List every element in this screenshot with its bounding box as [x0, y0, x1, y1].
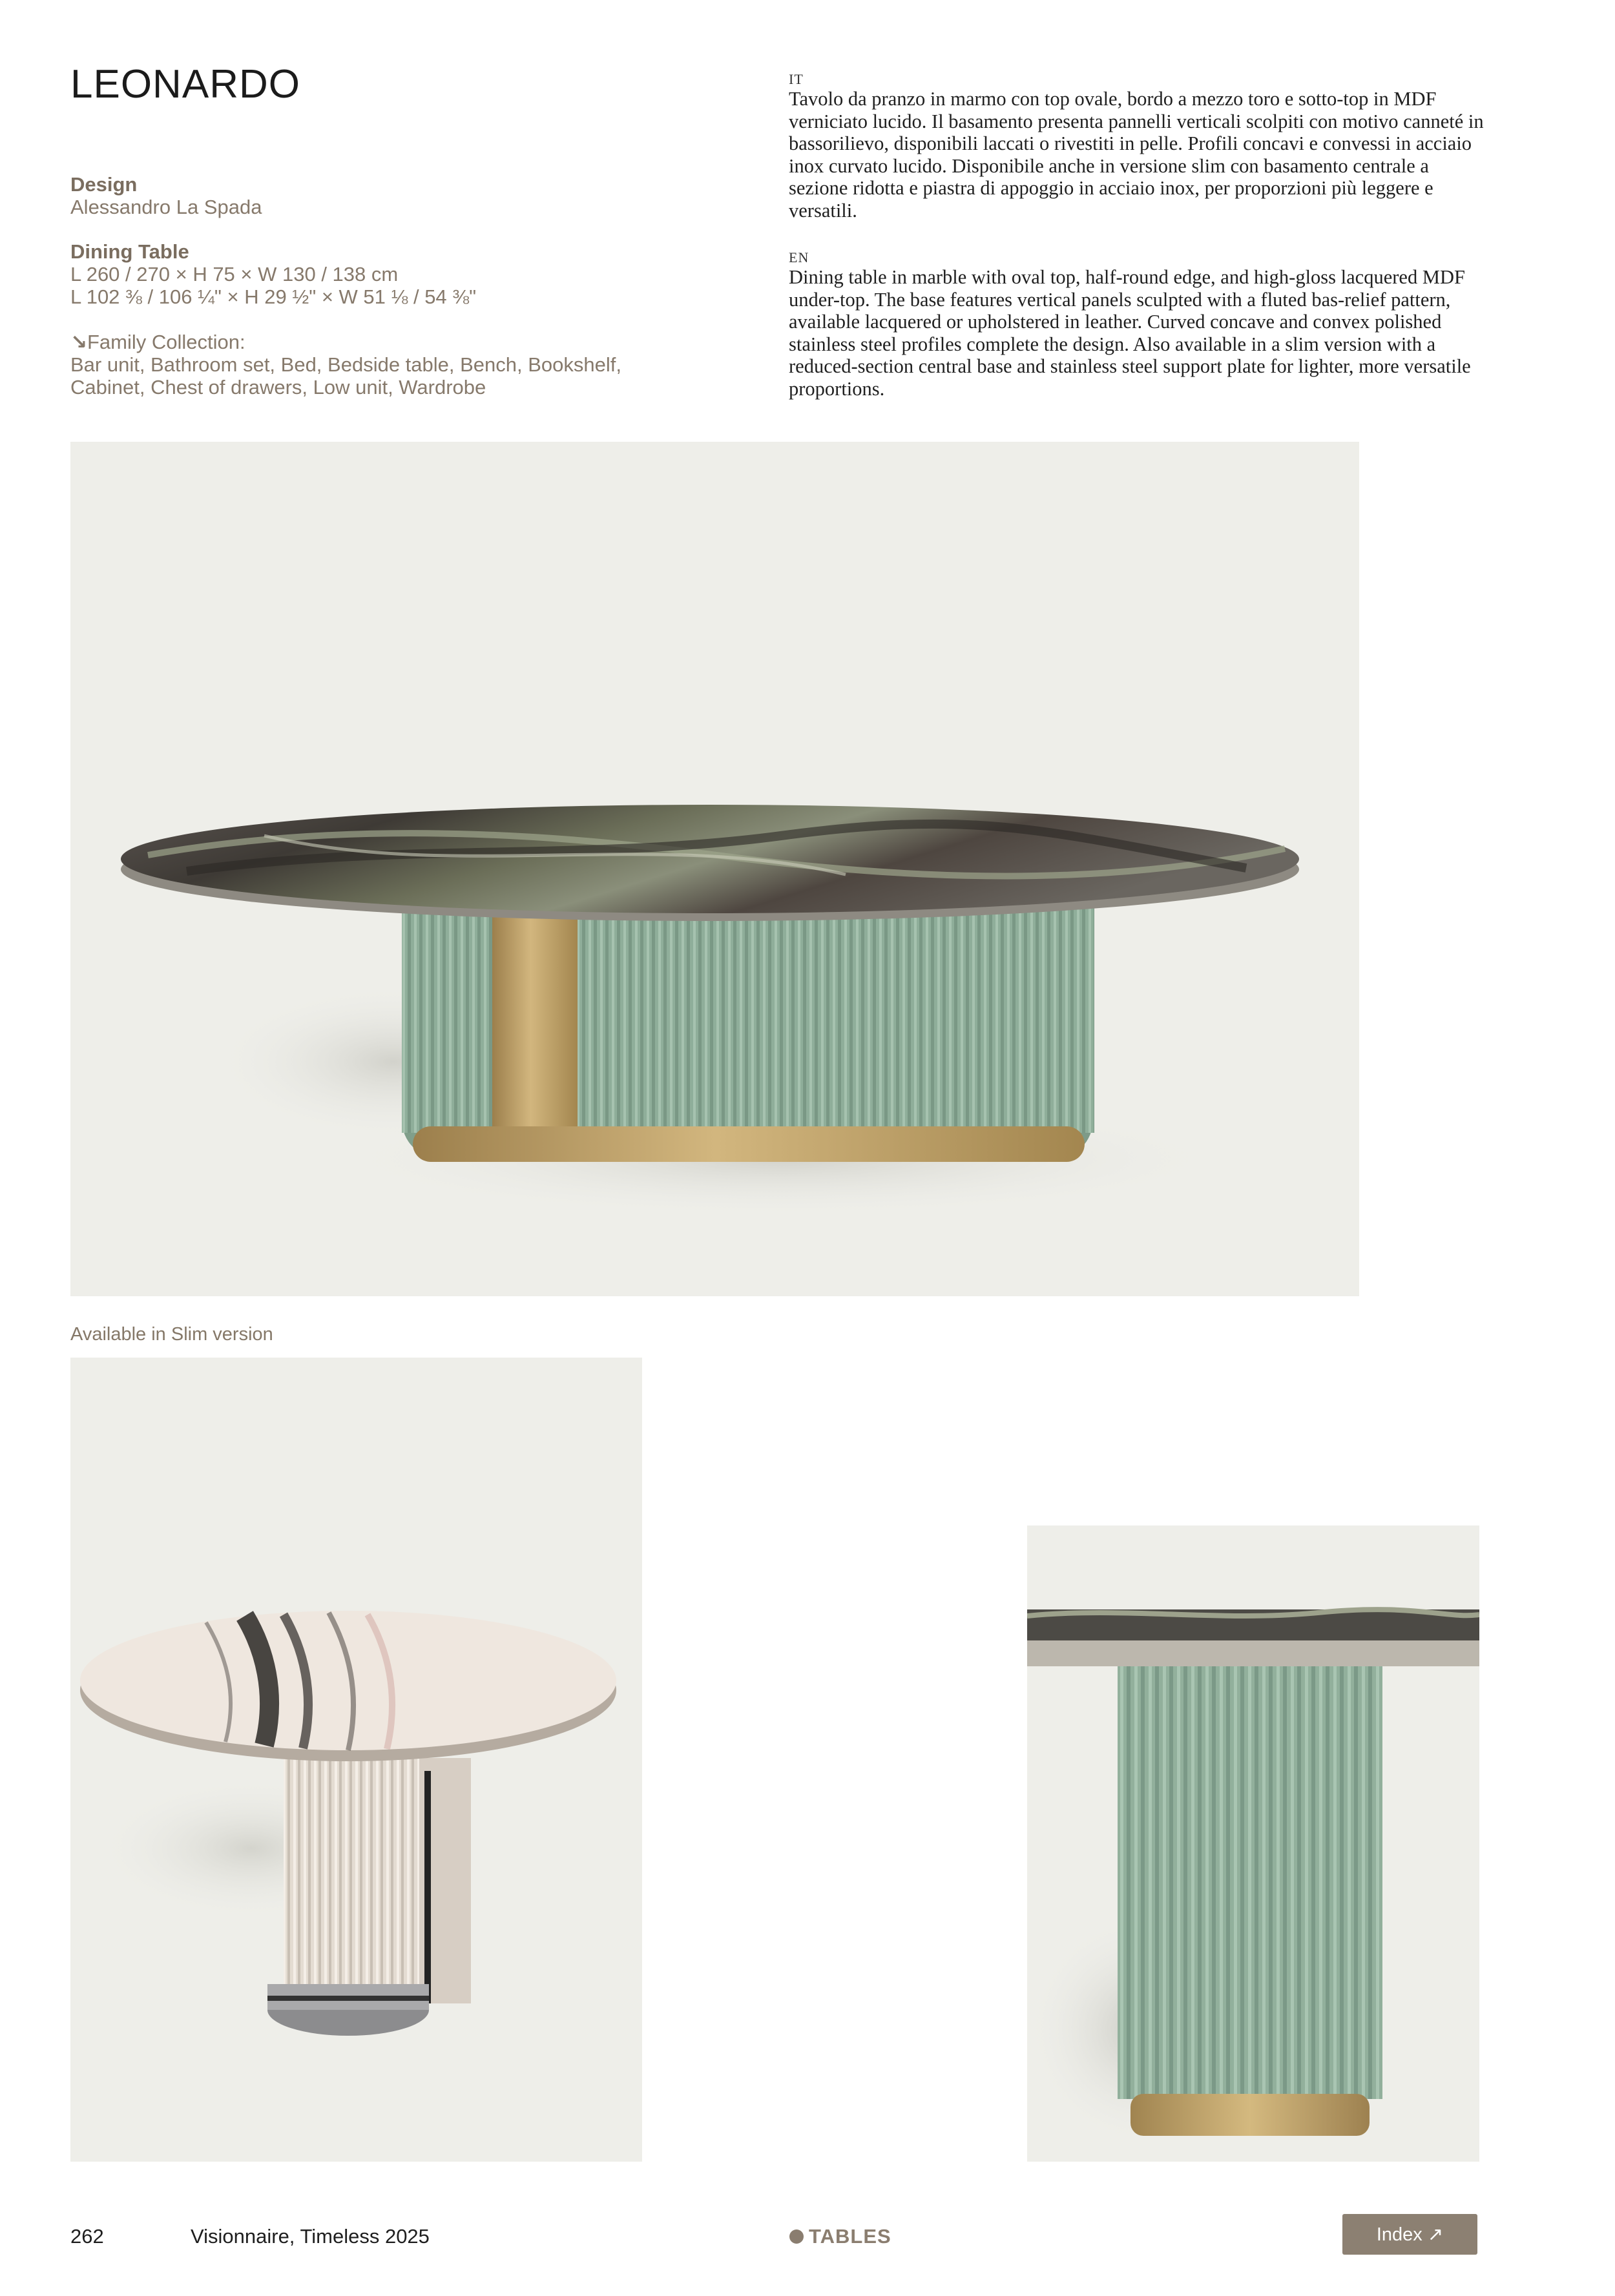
- round-slim-table-photo-icon: [70, 1358, 642, 2162]
- family-collection-items-1[interactable]: Bar unit, Bathroom set, Bed, Bedside table, Bench, Bookshelf,: [70, 353, 621, 376]
- publication-title: Visionnaire, Timeless 2025: [191, 2225, 430, 2248]
- dimensions-in: L 102 ⅜ / 106 ¼" × H 29 ½" × W 51 ⅛ / 54 ⅜": [70, 285, 477, 308]
- product-title: LEONARDO: [70, 62, 300, 107]
- dimensions-block: [70, 240, 716, 308]
- oval-dining-table-photo-icon: [70, 442, 1359, 1296]
- english-description: Dining table in marble with oval top, half-round edge, and high-gloss lacquered MDF under-top. The base features vertical panels sculpted with a fluted bas-relief pattern, available lacquered or upholstered in leather. Curved concave and convex polished stainless steel profiles complete the design. Also available in a slim version with a reduced-section central base and stainless steel support plate for lighter, more versatile proportions.: [789, 266, 1471, 400]
- english-label: EN: [789, 249, 809, 265]
- slim-table-photo: [70, 1358, 642, 2162]
- designer-name: Alessandro La Spada: [70, 196, 262, 218]
- family-collection-items-2[interactable]: Cabinet, Chest of drawers, Low unit, Wardrobe: [70, 376, 486, 398]
- design-label: Design: [70, 173, 138, 196]
- index-button[interactable]: Index ↗: [1342, 2214, 1477, 2255]
- design-block: [70, 173, 716, 218]
- italian-label: IT: [789, 71, 804, 87]
- dimensions-cm: L 260 / 270 × H 75 × W 130 / 138 cm: [70, 263, 399, 285]
- base-detail-photo-icon: [1027, 1525, 1479, 2162]
- arrow-down-right-icon: ↘: [70, 331, 87, 353]
- main-table-photo: [70, 442, 1359, 1296]
- page-number: 262: [70, 2225, 104, 2248]
- section-name: TABLES: [809, 2225, 891, 2248]
- section-label[interactable]: [789, 2225, 891, 2248]
- circle-icon: [789, 2229, 804, 2244]
- family-collection-block: [70, 331, 716, 398]
- slim-version-caption: Available in Slim version: [70, 1324, 273, 1345]
- italian-description: Tavolo da pranzo in marmo con top ovale, bordo a mezzo toro e sotto-top in MDF verniciato lucido. Il basamento presenta pannelli verticali scolpiti con motivo canneté in bassorilievo, disponibili laccati o rivestiti in pelle. Profili concavi e convessi in acciaio inox curvato lucido. Disponibile anche in versione slim con basamento centrale a sezione ridotta e piastra di appoggio in acciaio inox, per proporzioni più leggere e versatili.: [789, 88, 1484, 222]
- family-collection-label: Family Collection:: [87, 331, 245, 353]
- product-type-label: Dining Table: [70, 240, 189, 263]
- base-detail-photo: [1027, 1525, 1479, 2162]
